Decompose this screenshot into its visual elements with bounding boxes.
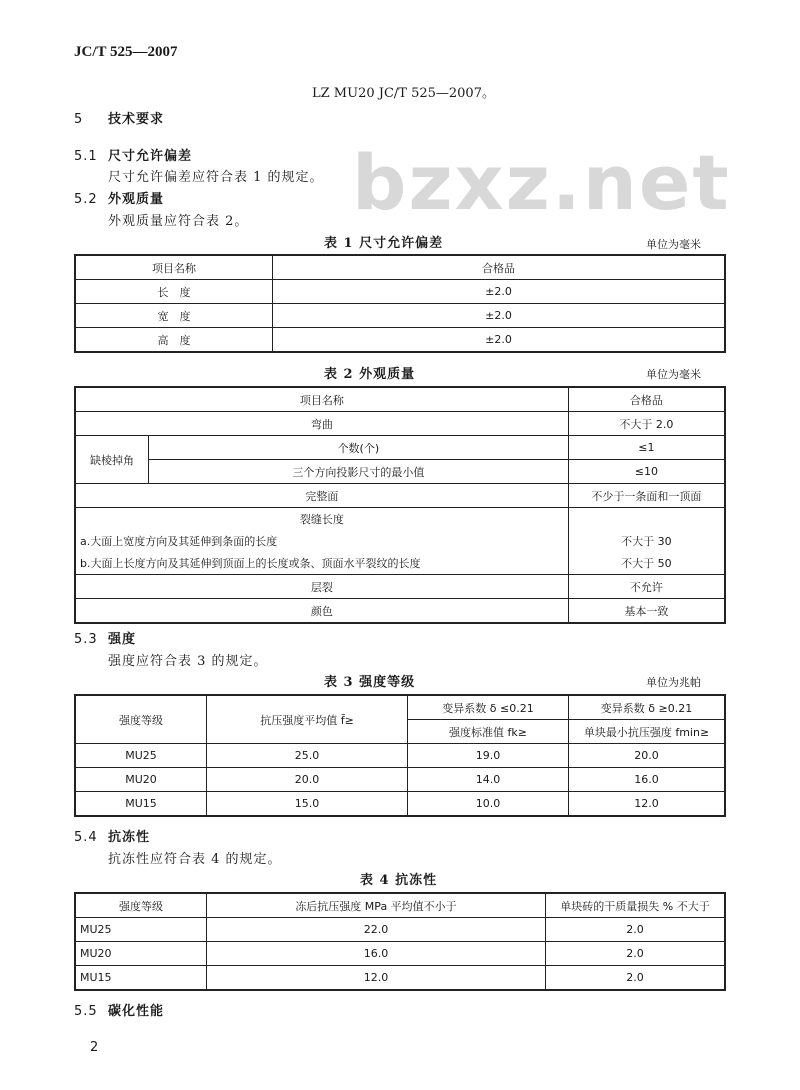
standard-number: JC/T 525—2007 — [74, 44, 178, 60]
table-row — [75, 328, 725, 353]
cell: 16.0 — [207, 942, 546, 966]
cell: 19.0 — [408, 744, 569, 768]
table-row — [75, 508, 725, 531]
table1-caption: 表 1 尺寸允许偏差 — [324, 236, 444, 251]
cell: 20.0 — [207, 768, 408, 792]
header-cell: 强度等级 — [75, 695, 207, 744]
cell: 14.0 — [408, 768, 569, 792]
cell: 12.0 — [569, 792, 726, 817]
header-cell: 合格品 — [568, 387, 725, 412]
cell: 10.0 — [408, 792, 569, 817]
cell: 22.0 — [207, 918, 546, 942]
cell: ±2.0 — [273, 304, 726, 328]
table-header-row — [75, 387, 725, 412]
section-number: 5.5 — [74, 1004, 98, 1019]
cell: 弯曲 — [75, 412, 568, 436]
table-row — [75, 599, 725, 624]
cell: a.大面上宽度方向及其延伸到条面的长度 — [75, 530, 568, 552]
table-row — [75, 768, 725, 792]
section-number: 5 — [74, 112, 84, 127]
section-5-1-text: 尺寸允许偏差应符合表 1 的规定。 — [108, 170, 324, 185]
table-row — [75, 744, 725, 768]
cell: MU20 — [75, 942, 207, 966]
section-5-1-heading — [74, 145, 192, 164]
table-row — [75, 552, 725, 575]
cell: 不大于 50 — [568, 552, 725, 575]
table2-unit: 单位为毫米 — [646, 368, 701, 381]
cell: 完整面 — [75, 484, 568, 508]
section-title: 强度 — [108, 632, 137, 647]
header-cell: 单块砖的干质量损失 % 不大于 — [546, 893, 726, 918]
cell: 长 度 — [75, 280, 273, 304]
cell: 层裂 — [75, 575, 568, 599]
header-cell: 强度等级 — [75, 893, 207, 918]
table4 — [74, 892, 726, 991]
table-row — [75, 942, 725, 966]
header-cell: 抗压强度平均值 f̄≥ — [207, 695, 408, 744]
header-cell: 项目名称 — [75, 255, 273, 280]
section-number: 5.3 — [74, 632, 98, 647]
cell: ±2.0 — [273, 280, 726, 304]
section-title: 碳化性能 — [108, 1004, 165, 1019]
section-5-4-heading — [74, 826, 150, 845]
cell: 裂缝长度 — [75, 508, 568, 531]
cell: MU15 — [75, 966, 207, 991]
cell: 25.0 — [207, 744, 408, 768]
section-title: 尺寸允许偏差 — [108, 149, 193, 164]
cell: b.大面上长度方向及其延伸到顶面上的长度或条、顶面水平裂纹的长度 — [75, 552, 568, 575]
cell: 15.0 — [207, 792, 408, 817]
cell: MU20 — [75, 768, 207, 792]
section-title: 外观质量 — [108, 192, 165, 207]
cell: 12.0 — [207, 966, 546, 991]
section-5-4-text: 抗冻性应符合表 4 的规定。 — [108, 852, 282, 867]
cell: 高 度 — [75, 328, 273, 353]
table-row — [75, 575, 725, 599]
header-cell: 变异系数 δ ≥0.21 — [569, 695, 726, 720]
cell: 20.0 — [569, 744, 726, 768]
cell: 16.0 — [569, 768, 726, 792]
table-row — [75, 304, 725, 328]
table-row — [75, 966, 725, 991]
cell: ≤10 — [568, 460, 725, 484]
table-row — [75, 918, 725, 942]
header-cell: 强度标准值 fk≥ — [408, 720, 569, 744]
header-cell: 项目名称 — [75, 387, 568, 412]
cell: 不允许 — [568, 575, 725, 599]
cell: 2.0 — [546, 918, 726, 942]
table-header-row — [75, 255, 725, 280]
table-row — [75, 484, 725, 508]
section-5-heading — [74, 108, 164, 127]
table3-unit: 单位为兆帕 — [646, 676, 701, 689]
cell: 三个方向投影尺寸的最小值 — [149, 460, 569, 484]
section-5-5-heading — [74, 1000, 164, 1019]
cell: MU25 — [75, 918, 207, 942]
cell: ±2.0 — [273, 328, 726, 353]
marking-example: LZ MU20 JC/T 525—2007。 — [312, 86, 495, 101]
table-row — [75, 436, 725, 460]
header-cell: 合格品 — [273, 255, 726, 280]
cell: 2.0 — [546, 942, 726, 966]
cell — [568, 508, 725, 531]
page-number: 2 — [90, 1040, 99, 1055]
table1-unit: 单位为毫米 — [646, 238, 701, 251]
table1 — [74, 254, 726, 353]
cell: ≤1 — [568, 436, 725, 460]
table4-caption: 表 4 抗冻性 — [360, 873, 438, 888]
table-row — [75, 412, 725, 436]
section-5-2-text: 外观质量应符合表 2。 — [108, 214, 249, 229]
section-number: 5.4 — [74, 830, 98, 845]
cell: 不少于一条面和一顶面 — [568, 484, 725, 508]
cell: MU25 — [75, 744, 207, 768]
table-row — [75, 460, 725, 484]
table2-caption: 表 2 外观质量 — [324, 367, 416, 382]
cell: 基本一致 — [568, 599, 725, 624]
table-row — [75, 792, 725, 817]
section-title: 抗冻性 — [108, 830, 151, 845]
table-header-row — [75, 893, 725, 918]
section-number: 5.2 — [74, 192, 98, 207]
section-5-3-text: 强度应符合表 3 的规定。 — [108, 654, 268, 669]
header-cell: 单块最小抗压强度 fmin≥ — [569, 720, 726, 744]
header-cell: 变异系数 δ ≤0.21 — [408, 695, 569, 720]
table-row — [75, 530, 725, 552]
table3-caption: 表 3 强度等级 — [324, 675, 416, 690]
cell: 2.0 — [546, 966, 726, 991]
cell: 颜色 — [75, 599, 568, 624]
cell: 不大于 2.0 — [568, 412, 725, 436]
watermark: bzxz.net — [352, 138, 731, 227]
cell: 个数(个) — [149, 436, 569, 460]
cell: MU15 — [75, 792, 207, 817]
table2 — [74, 386, 726, 624]
cell: 宽 度 — [75, 304, 273, 328]
table3 — [74, 694, 726, 817]
group-cell: 缺棱掉角 — [75, 436, 149, 484]
section-5-3-heading — [74, 628, 136, 647]
table-row — [75, 280, 725, 304]
header-cell: 冻后抗压强度 MPa 平均值不小于 — [207, 893, 546, 918]
section-title: 技术要求 — [108, 112, 165, 127]
section-5-2-heading — [74, 188, 164, 207]
cell: 不大于 30 — [568, 530, 725, 552]
table-header-row — [75, 695, 725, 720]
section-number: 5.1 — [74, 149, 98, 164]
